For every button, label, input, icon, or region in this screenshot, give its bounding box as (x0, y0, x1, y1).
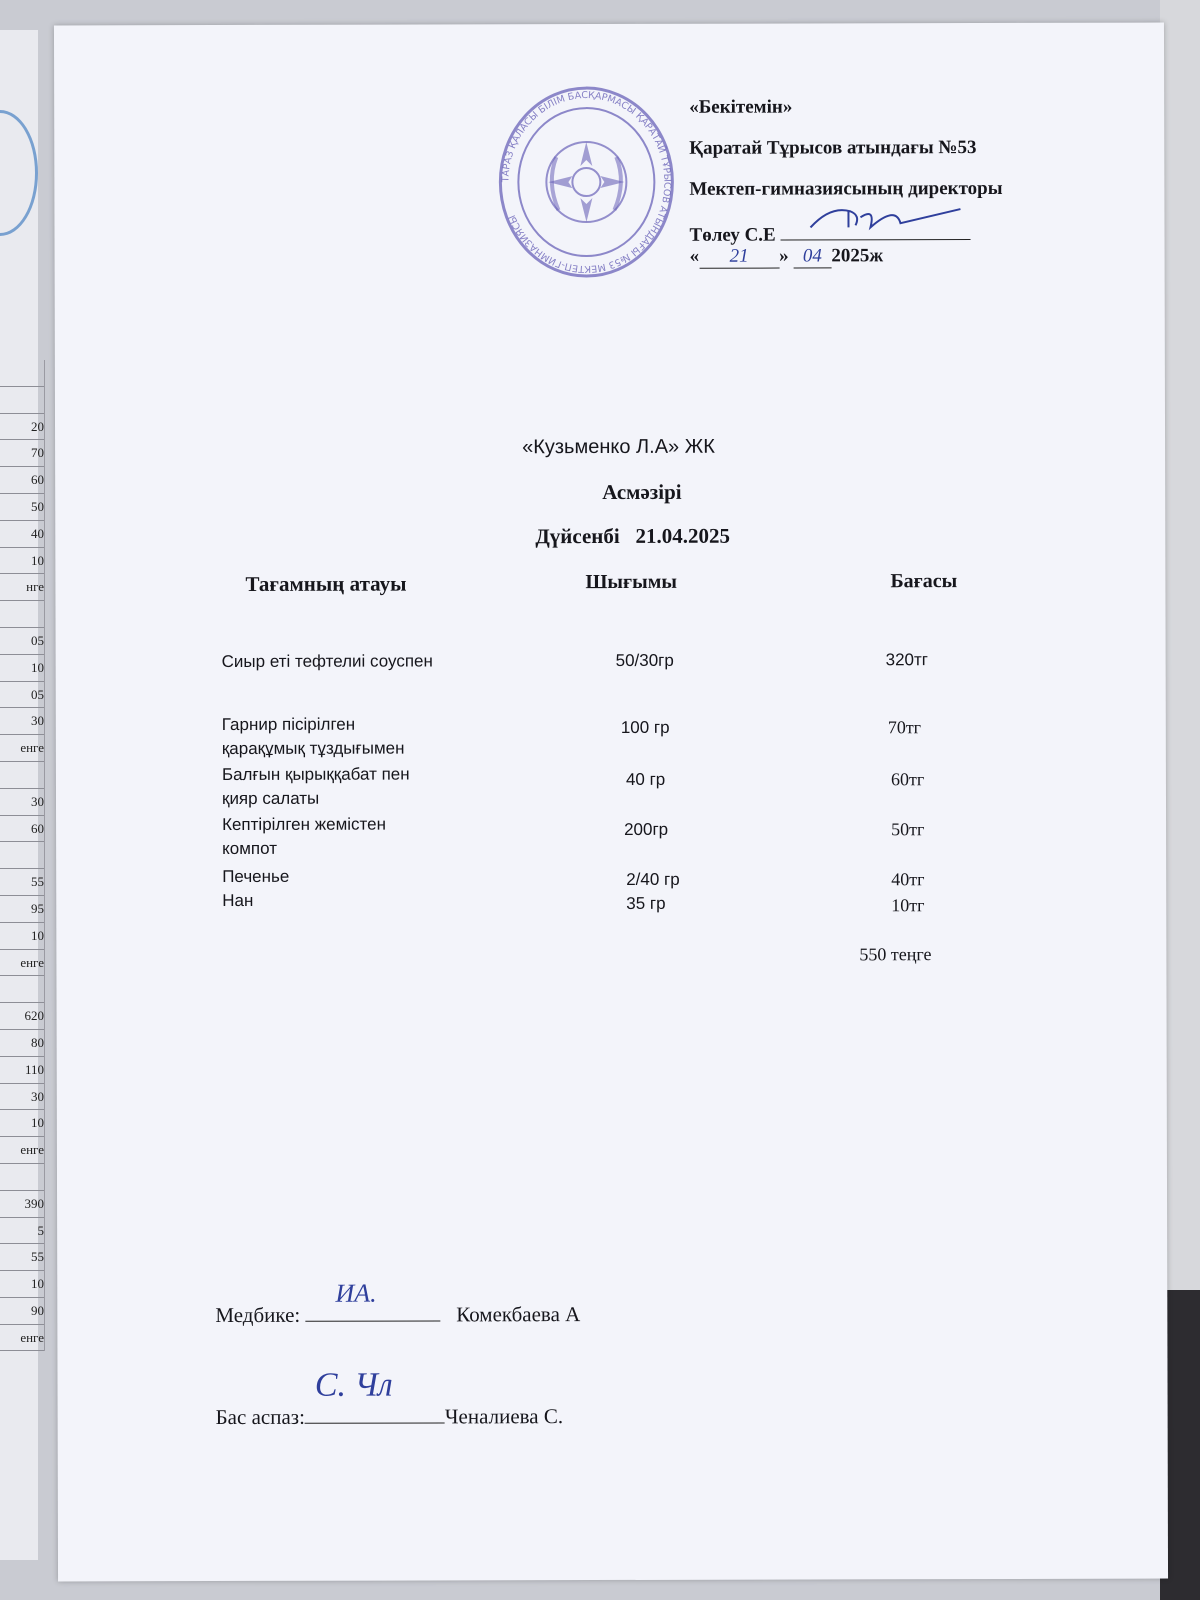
adjacent-table-cell: 20 (0, 414, 44, 441)
adjacent-table-cell: 620 (0, 1003, 44, 1030)
item-name: Кептірілген жемістен (222, 814, 386, 835)
adjacent-table-cell: 10 (0, 1110, 44, 1137)
adjacent-table (0, 360, 45, 1351)
director-name: Төлеу С.Е (689, 224, 776, 246)
item-yield: 50/30гр (615, 650, 674, 670)
adjacent-stamp (0, 110, 38, 236)
nurse-signature-line (305, 1278, 440, 1321)
adjacent-table-cell (0, 387, 44, 414)
approval-title: «Бекітемін» (689, 96, 793, 118)
item-name: Печенье (222, 866, 290, 887)
item-name-continued: қарақұмық тұздығымен (221, 738, 405, 759)
approval-school: Қаратай Тұрысов атындағы №53 (689, 137, 977, 159)
nurse-signature: ИА. (335, 1278, 377, 1308)
chef-name: Ченалиева С. (444, 1404, 564, 1429)
adjacent-table-cell: 70 (0, 440, 44, 467)
adjacent-table-cell (0, 360, 44, 387)
chef-label: Бас аспаз: (215, 1404, 305, 1430)
item-price: 320тг (885, 650, 929, 670)
adjacent-table-cell (0, 1164, 44, 1191)
item-name: Нан (222, 890, 254, 911)
item-price: 60тг (890, 769, 925, 790)
adjacent-table-cell: 10 (0, 655, 44, 682)
column-header-yield: Шығымы (585, 570, 677, 594)
adjacent-table-cell: 90 (0, 1298, 44, 1325)
item-price: 50тг (891, 819, 925, 840)
item-name-continued: компот (222, 838, 277, 859)
nurse-label: Медбике: (215, 1302, 301, 1328)
item-name: Гарнир пісірілген (221, 714, 356, 735)
approval-position: Мектеп-гимназиясының директоры (689, 177, 1003, 200)
adjacent-table-cell: енге (0, 735, 44, 762)
adjacent-table-cell: 55 (0, 869, 44, 896)
approval-director-line (689, 219, 970, 247)
chef-signature-line (305, 1366, 445, 1423)
nurse-name: Комекбаева А (456, 1302, 581, 1327)
item-yield: 35 гр (626, 893, 666, 913)
company-name: «Кузьменко Л.А» ЖК (522, 435, 715, 459)
adjacent-table-cell: 55 (0, 1244, 44, 1271)
date-day: 21 (699, 246, 779, 269)
adjacent-table-cell: 30 (0, 708, 44, 735)
adjacent-table-cell: енге (0, 1137, 44, 1164)
menu-document (54, 23, 1168, 1582)
menu-date-line (535, 524, 730, 550)
approval-date (690, 245, 884, 269)
adjacent-table-cell: нге (0, 574, 44, 601)
adjacent-table-cell: 80 (0, 1030, 44, 1057)
adjacent-table-cell: 60 (0, 816, 44, 843)
item-yield: 200гр (624, 819, 669, 839)
menu-total: 550 теңге (859, 944, 932, 965)
item-price: 70тг (887, 717, 922, 738)
stamp-ring-text: ТАРАЗ ҚАЛАСЫ БІЛІМ БАСҚАРМАСЫ ҚАРАТАЙ ТҰРЫСОВ АТЫНДАҒЫ №53 МЕКТЕП-ГИМНАЗИЯСЫ (500, 90, 673, 275)
column-header-price: Бағасы (890, 570, 958, 593)
adjacent-table-cell: 40 (0, 521, 44, 548)
adjacent-table-cell (0, 762, 44, 789)
adjacent-table-cell: 10 (0, 548, 44, 575)
adjacent-table-cell: 10 (0, 1271, 44, 1298)
item-yield: 40 гр (625, 769, 666, 789)
adjacent-table-cell: 05 (0, 628, 44, 655)
date-close-quote: » (779, 245, 789, 267)
date-month: 04 (793, 245, 831, 268)
adjacent-table-cell (0, 976, 44, 1003)
item-yield: 100 гр (620, 717, 670, 737)
menu-date: 21.04.2025 (635, 523, 730, 548)
svg-text:ТАРАЗ ҚАЛАСЫ БІЛІМ БАСҚАРМАСЫ (500, 90, 673, 275)
adjacent-table-cell: 5 (0, 1218, 44, 1245)
nurse-signature-row (215, 1278, 581, 1328)
chef-signature: С. Чл (314, 1366, 393, 1404)
adjacent-table-cell: 05 (0, 682, 44, 709)
adjacent-table-cell (0, 842, 44, 869)
item-name: Балғын қырыққабат пен (221, 764, 410, 785)
item-price: 40тг (891, 869, 925, 890)
item-price: 10тг (891, 895, 925, 916)
adjacent-table-cell (0, 601, 44, 628)
adjacent-table-cell: 30 (0, 1084, 44, 1111)
menu-day: Дүйсенбі (535, 523, 620, 549)
adjacent-sheet (0, 30, 44, 1560)
date-open-quote: « (689, 245, 700, 267)
chef-signature-row (215, 1366, 564, 1430)
official-stamp (496, 82, 677, 282)
director-signature-line (780, 219, 970, 240)
column-header-name: Тағамның атауы (245, 571, 407, 596)
adjacent-table-cell: 10 (0, 923, 44, 950)
director-signature (800, 205, 970, 235)
menu-title: Асмәзірі (602, 479, 682, 505)
date-year: 2025ж (831, 245, 884, 267)
adjacent-table-cell: 60 (0, 467, 44, 494)
adjacent-table-cell: енге (0, 950, 44, 977)
adjacent-table-cell: енге (0, 1325, 44, 1352)
adjacent-table-cell: 390 (0, 1191, 44, 1218)
adjacent-table-cell: 30 (0, 789, 44, 816)
item-name-continued: қияр салаты (221, 788, 320, 809)
item-yield: 2/40 гр (626, 869, 680, 889)
adjacent-table-cell: 95 (0, 896, 44, 923)
adjacent-table-cell: 110 (0, 1057, 44, 1084)
adjacent-table-cell: 50 (0, 494, 44, 521)
item-name: Сиыр еті тефтелиі соуспен (221, 651, 433, 672)
